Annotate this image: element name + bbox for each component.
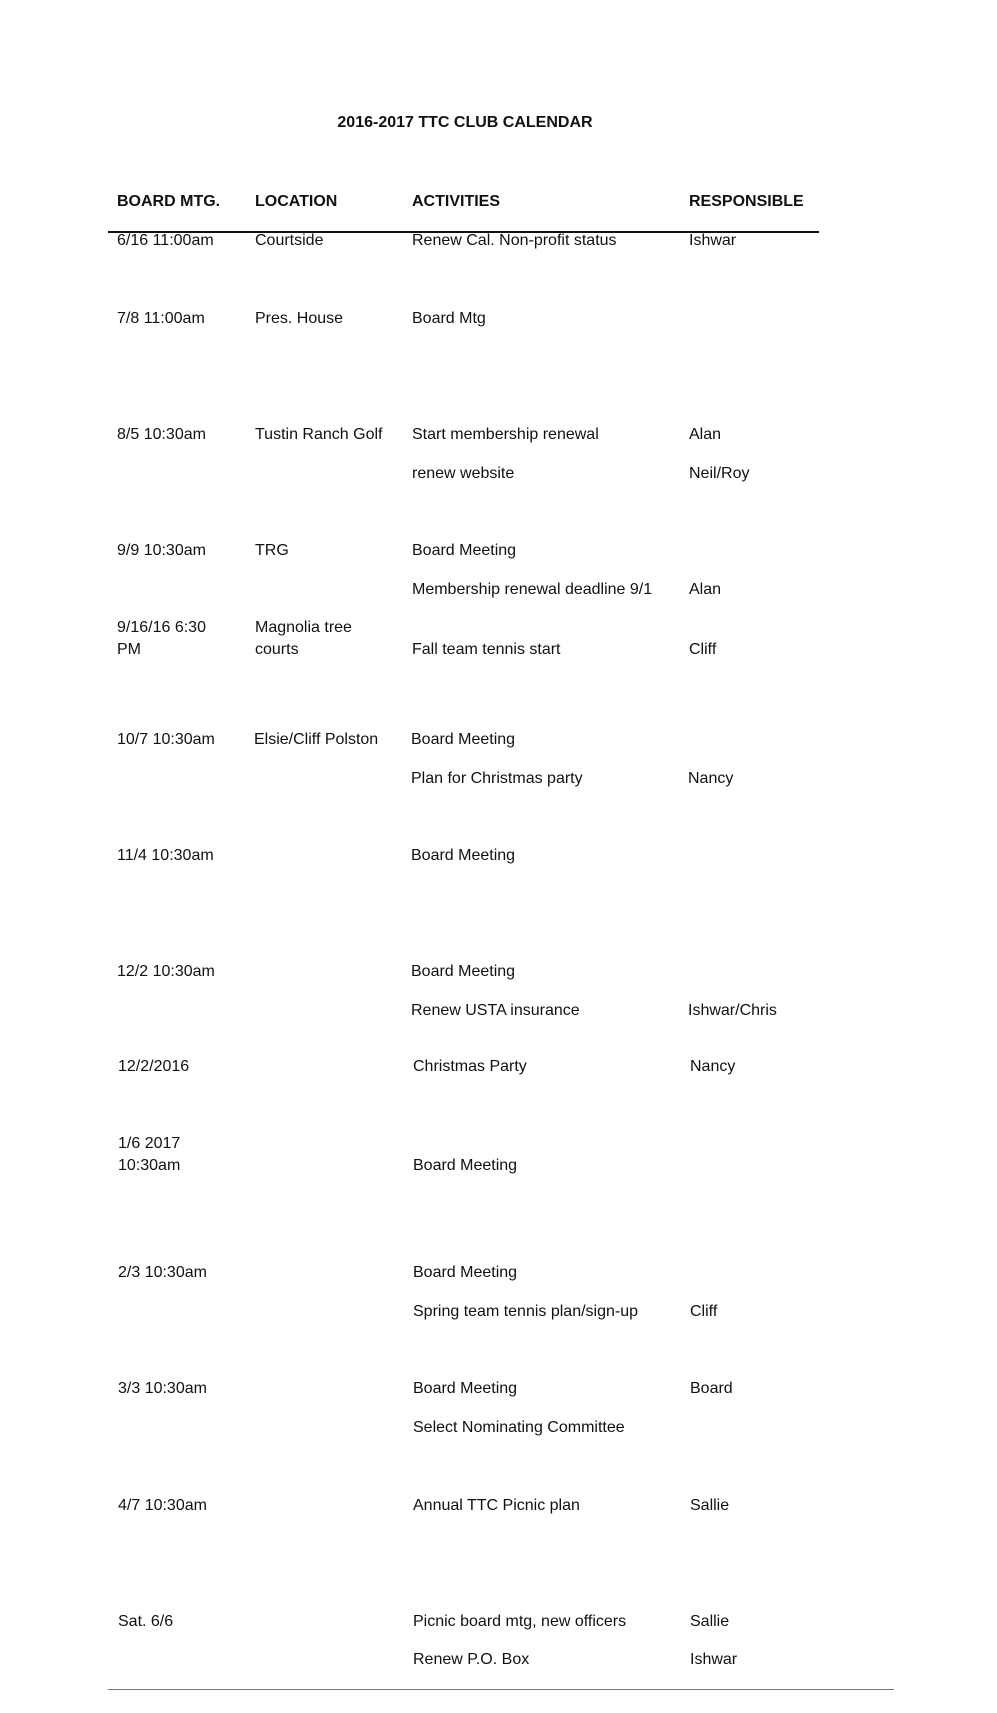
row-responsible: Board [690, 1380, 733, 1397]
row-date: 3/3 10:30am [118, 1380, 207, 1397]
row-responsible: Alan [689, 426, 722, 443]
row-activity: renew website [412, 465, 515, 482]
row-responsible: Ishwar [690, 1651, 738, 1668]
row-date: 9/9 10:30am [117, 542, 206, 559]
row-responsible: Neil/Roy [689, 465, 750, 482]
row-date: 7/8 11:00am [117, 310, 205, 327]
row-location: Magnolia tree [255, 619, 352, 636]
row-activity: Plan for Christmas party [411, 770, 583, 787]
row-responsible: Sallie [690, 1497, 730, 1514]
row-responsible: Alan [689, 581, 722, 598]
row-location: Courtside [255, 232, 324, 249]
row-responsible: Sallie [690, 1613, 730, 1630]
footer-divider [108, 1689, 894, 1690]
row-activity: Board Meeting [411, 963, 516, 980]
row-location: courts [255, 641, 299, 658]
row-responsible: Nancy [690, 1058, 736, 1075]
row-location: TRG [255, 542, 289, 559]
row-date: PM [117, 641, 141, 658]
row-date: 6/16 11:00am [117, 232, 214, 249]
row-activity: Fall team tennis start [412, 641, 561, 658]
row-responsible: Ishwar/Chris [688, 1002, 777, 1019]
row-activity: Board Meeting [411, 731, 516, 748]
row-activity: Start membership renewal [412, 426, 599, 443]
row-activity: Renew Cal. Non-profit status [412, 232, 617, 249]
row-activity: Spring team tennis plan/sign-up [413, 1303, 639, 1320]
row-date: 4/7 10:30am [118, 1497, 207, 1514]
row-date: 10/7 10:30am [117, 731, 215, 748]
row-activity: Board Mtg [412, 310, 486, 327]
row-date: Sat. 6/6 [118, 1613, 174, 1630]
row-date: 12/2 10:30am [117, 963, 215, 980]
row-activity: Membership renewal deadline 9/1 [412, 581, 653, 598]
row-date: 9/16/16 6:30 [117, 619, 206, 636]
row-responsible: Ishwar [689, 232, 737, 249]
row-activity: Board Meeting [413, 1264, 518, 1281]
header-board-mtg: BOARD MTG. [117, 193, 221, 210]
row-location: Tustin Ranch Golf [255, 426, 383, 443]
row-activity: Renew P.O. Box [413, 1651, 530, 1668]
row-activity: Picnic board mtg, new officers [413, 1613, 627, 1630]
header-activities: ACTIVITIES [412, 193, 501, 210]
row-date: 1/6 2017 [118, 1135, 181, 1152]
row-responsible: Nancy [688, 770, 734, 787]
row-activity: Annual TTC Picnic plan [413, 1497, 580, 1514]
row-responsible: Cliff [690, 1303, 718, 1320]
row-responsible: Cliff [689, 641, 717, 658]
row-activity: Board Meeting [412, 542, 517, 559]
row-location: Pres. House [255, 310, 344, 327]
row-date: 2/3 10:30am [118, 1264, 207, 1281]
page-title: 2016-2017 TTC CLUB CALENDAR [337, 114, 593, 131]
row-date: 12/2/2016 [118, 1058, 190, 1075]
row-activity: Christmas Party [413, 1058, 527, 1075]
row-activity: Board Meeting [413, 1157, 518, 1174]
row-activity: Board Meeting [411, 847, 516, 864]
row-location: Elsie/Cliff Polston [254, 731, 379, 748]
row-activity: Renew USTA insurance [411, 1002, 580, 1019]
row-date: 10:30am [118, 1157, 181, 1174]
header-responsible: RESPONSIBLE [689, 193, 804, 210]
row-activity: Board Meeting [413, 1380, 518, 1397]
header-location: LOCATION [255, 193, 338, 210]
row-date: 11/4 10:30am [117, 847, 214, 864]
row-date: 8/5 10:30am [117, 426, 206, 443]
row-activity: Select Nominating Committee [413, 1419, 625, 1436]
